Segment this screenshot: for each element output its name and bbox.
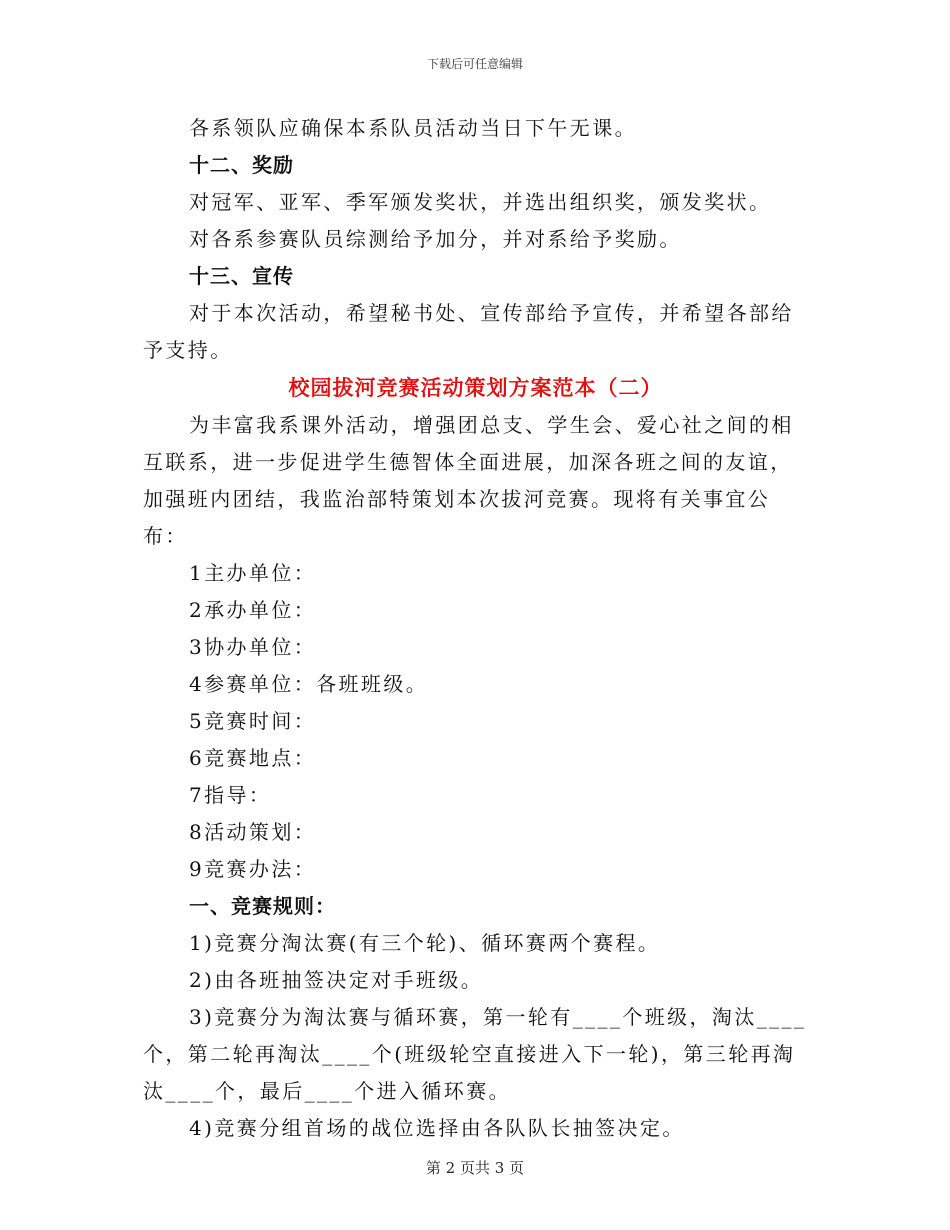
list-item: 1主办单位： — [189, 561, 317, 585]
list-item: 8活动策划： — [189, 820, 317, 844]
list-item: 6竞赛地点： — [189, 746, 317, 770]
paragraph: 对于本次活动，希望秘书处、宣传部给予宣传，并希望各部给予支持。 — [143, 301, 794, 362]
list-item: 3协办单位： — [189, 635, 317, 659]
document-title: 校园拔河竞赛活动策划方案范本（二） — [288, 375, 663, 400]
page-header: 下载后可任意编辑 — [426, 57, 523, 71]
paragraph: 对冠军、亚军、季军颁发奖状，并选出组织奖，颁发奖状。 — [189, 190, 772, 214]
section-heading: 十三、宣传 — [189, 264, 294, 288]
rule-item: 2)由各班抽签决定对手班级。 — [189, 968, 484, 992]
rule-item: 4)竞赛分组首场的战位选择由各队队长抽签决定。 — [189, 1116, 685, 1140]
page-footer: 第 2 页共 3 页 — [425, 1159, 525, 1177]
rule-item: 1)竞赛分淘汰赛(有三个轮)、循环赛两个赛程。 — [189, 931, 661, 955]
section-heading: 一、竞赛规则： — [189, 894, 336, 918]
paragraph: 对各系参赛队员综测给予加分，并对系给予奖励。 — [189, 227, 682, 251]
rule-item: 3)竞赛分为淘汰赛与循环赛，第一轮有____个班级，淘汰____个，第二轮再淘汰____个(班级轮空直接进入下一轮)，第三轮再淘汰____个，最后____个进入循环赛。 — [143, 1005, 807, 1103]
list-item: 2承办单位： — [189, 598, 317, 622]
list-item: 5竞赛时间： — [189, 709, 317, 733]
paragraph: 各系领队应确保本系队员活动当日下午无课。 — [189, 116, 637, 140]
list-item: 9竞赛办法： — [189, 857, 317, 881]
list-item: 4参赛单位：各班班级。 — [189, 672, 429, 696]
intro-paragraph: 为丰富我系课外活动，增强团总支、学生会、爱心社之间的相互联系，进一步促进学生德智体全面进展，加深各班之间的友谊，加强班内团结，我监治部特策划本次拔河竞赛。现将有关事宜公布： — [143, 413, 794, 548]
list-item: 7指导： — [189, 783, 272, 807]
document-body — [143, 110, 808, 1147]
section-heading: 十二、奖励 — [189, 153, 294, 177]
